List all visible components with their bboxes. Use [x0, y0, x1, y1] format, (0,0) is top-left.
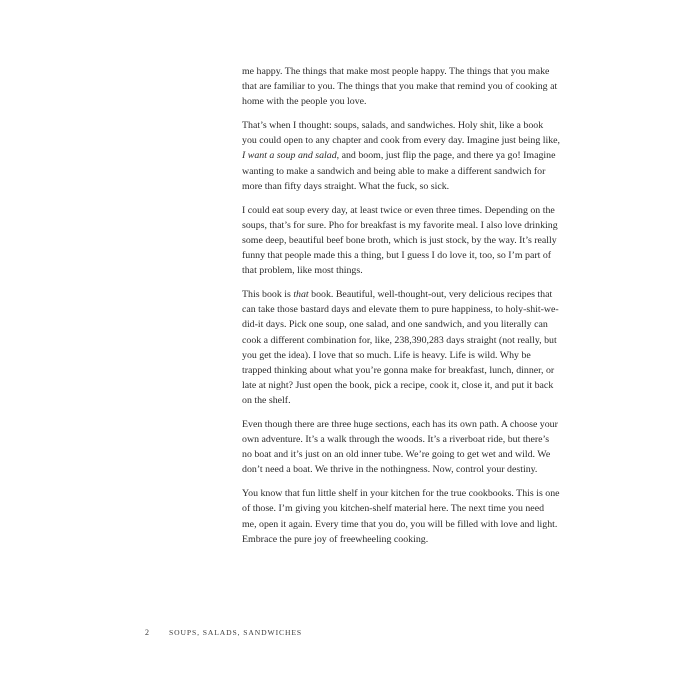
paragraph-3: [242, 203, 560, 278]
paragraph-4-text-a: This book is: [242, 289, 294, 301]
paragraph-5: [242, 417, 560, 477]
paragraph-2: [242, 118, 560, 193]
paragraph-5-text: Even though there are three huge sections, each has its own path. A choose your own adventure. It’s a walk through the woods. It’s a riverboat ride, but there’s no boat and it’s just on an old inner tube. We’re going to get wet and wild. We don’t need a boat. We thrive in the nothingness. Now, control your destiny.: [242, 418, 558, 476]
paragraph-6: [242, 486, 560, 546]
paragraph-4: [242, 287, 560, 408]
running-head: SOUPS, SALADS, SANDWICHES: [169, 628, 303, 637]
body-text: [242, 64, 560, 556]
paragraph-6-text: You know that fun little shelf in your kitchen for the true cookbooks. This is one of those. I’m giving you kitchen-shelf material here. The next time you need me, open it again. Every time that you do, you will be filled with love and light. Embrace the pure joy of freewheeling cooking.: [242, 488, 560, 545]
paragraph-2-text-a: That’s when I thought: soups, salads, and sandwiches. Holy shit, like a book you could open to any chapter and cook from every day. Imagine just being like,: [242, 120, 561, 147]
paragraph-1-text: me happy. The things that make most people happy. The things that you make that are familiar to you. The things that you make that remind you of cooking at home with the people you love.: [242, 66, 558, 108]
page-number: 2: [145, 628, 149, 637]
paragraph-1: [242, 64, 560, 109]
paragraph-2-italic: I want a soup and salad: [242, 150, 337, 162]
paragraph-4-italic: that: [293, 289, 309, 301]
paragraph-3-text: I could eat soup every day, at least twice or even three times. Depending on the soups, that’s for sure. Pho for breakfast is my favorite meal. I also love drinking some deep, beautiful beef bone broth, which is just stock, by the way. It’s really funny that people made this a thing, but I guess I do love it, too, so I’m part of that problem, like most things.: [242, 204, 558, 277]
page-footer: [145, 628, 302, 637]
paragraph-2-text-b: , and boom, just flip the page, and there ya go! Imagine wanting to make a sandwich and being able to make a different sandwich for more than fifty days straight. What the fuck, so sick.: [242, 150, 556, 192]
paragraph-4-text-b: book. Beautiful, well-thought-out, very delicious recipes that can take those bastard days and elevate them to pure happiness, to holy-shit-we-did-it days. Pick one soup, one salad, and one sandwich, and you literally can cook a different combination for, like, 238,390,283 days straight (not really, but you get the idea). I love that so much. Life is heavy. Life is wild. Why be trapped thinking about what you’re gonna make for breakfast, lunch, dinner, or late at night? Just open the book, pick a recipe, cook it, close it, and put it back on the shelf.: [242, 289, 559, 406]
